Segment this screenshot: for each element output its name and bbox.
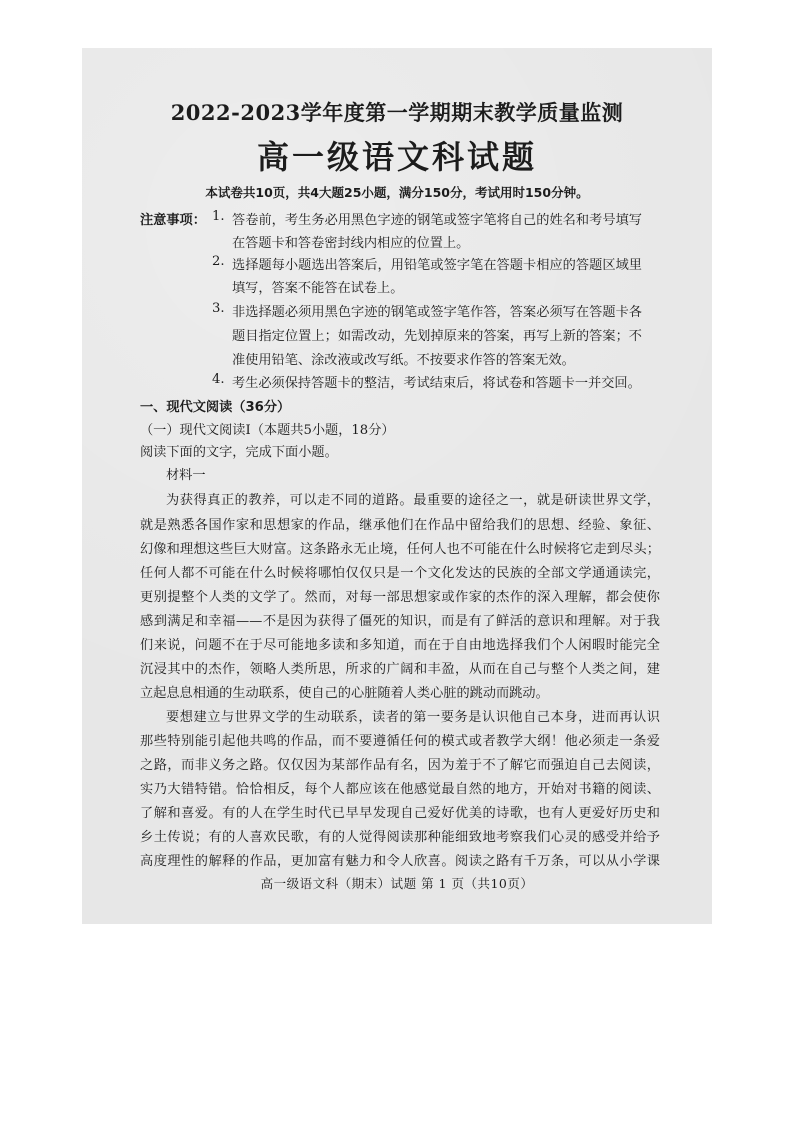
reading-instruction: 阅读下面的文字，完成下面小题。 [140,445,338,460]
note-number: 1. [212,209,225,224]
passage-line: 要想建立与世界文学的生动联系，读者的第一要务是认识他自己本身，进而再认识 [166,710,660,725]
passage-line: 实乃大错特错。恰恰相反，每个人都应该在他感觉最自然的地方，开始对书籍的阅读、 [140,782,660,797]
passage-line: 为获得真正的教养，可以走不同的道路。最重要的途径之一，就是研读世界文学， [166,493,660,508]
page-footer: 高一级语文科（期末）试题 第 1 页（共10页） [260,876,534,891]
passage-line: 幻像和理想这些巨大财富。这条路永无止境，任何人也不可能在什么时候将它走到尽头； [140,542,660,557]
passage-line: 立起息息相通的生动联系，使自己的心脏随着人类心脏的跳动而跳动。 [140,686,549,701]
passage-line: 那些特别能引起他共鸣的作品，而不要遵循任何的模式或者教学大纲！他必须走一条爱 [140,734,660,749]
note-line: 题目指定位置上；如需改动，先划掉原来的答案，再写上新的答案；不 [232,329,642,344]
passage-line: 就是熟悉各国作家和思想家的作品，继承他们在作品中留给我们的思想、经验、象征、 [140,518,660,533]
material-label: 材料一 [166,468,206,483]
passage-line: 了解和喜爱。有的人在学生时代已早早发现自己爱好优美的诗歌，也有人更爱好历史和 [140,806,660,821]
note-line: 准使用铅笔、涂改液或改写纸。不按要求作答的答案无效。 [232,353,575,368]
note-line: 选择题每小题选出答案后，用铅笔或签字笔在答题卡相应的答题区域里 [232,258,642,273]
note-line: 非选择题必须用黑色字迹的钢笔或签字笔作答，答案必须写在答题卡各 [232,305,642,320]
section-heading: 一、现代文阅读（36分） [140,400,291,415]
note-line: 在答题卡和答卷密封线内相应的位置上。 [232,236,470,251]
exam-subject-title: 高一级语文科试题 [256,138,537,176]
note-line: 考生必须保持答题卡的整洁，考试结束后，将试卷和答题卡一并交回。 [232,376,641,391]
note-number: 4. [212,372,225,387]
passage-line: 任何人都不可能在什么时候将哪怕仅仅只是一个文化发达的民族的全部文学通通读完， [140,566,660,581]
passage-line: 感到满足和幸福——不是因为获得了僵死的知识，而是有了鲜活的意识和理解。对于我 [140,614,660,629]
passage-line: 之路，而非义务之路。仅仅因为某部作品有名，因为羞于不了解它而强迫自己去阅读， [140,758,660,773]
note-number: 3. [212,301,225,316]
passage-line: 们来说，问题不在于尽可能地多读和多知道，而在于自由地选择我们个人闲暇时能完全 [140,638,660,653]
passage-line: 乡土传说；有的人喜欢民歌，有的人觉得阅读那种能细致地考察我们心灵的感受并给予 [140,830,660,845]
note-number: 2. [212,254,225,269]
passage-line: 更别提整个人类的文学了。然而，对每一部思想家或作家的杰作的深入理解，都会使你 [140,590,660,605]
exam-title: 2022-2023学年度第一学期期末教学质量监测 [170,100,624,125]
section-subheading: （一）现代文阅读Ⅰ（本题共5小题，18分） [140,423,395,438]
notes-label: 注意事项： [140,213,206,228]
passage-line: 沉浸其中的杰作，领略人类所思，所求的广阔和丰盈，从而在自己与整个人类之间，建 [140,662,660,677]
note-line: 填写，答案不能答在试卷上。 [232,281,404,296]
note-line: 答卷前，考生务必用黑色字迹的钢笔或签字笔将自己的姓名和考号填写 [232,213,642,228]
passage-line: 高度理性的解释的作品，更加富有魅力和令人欣喜。阅读之路有千万条，可以从小学课 [140,854,660,869]
exam-intro: 本试卷共10页，共4大题25小题，满分150分，考试用时150分钟。 [205,185,589,200]
